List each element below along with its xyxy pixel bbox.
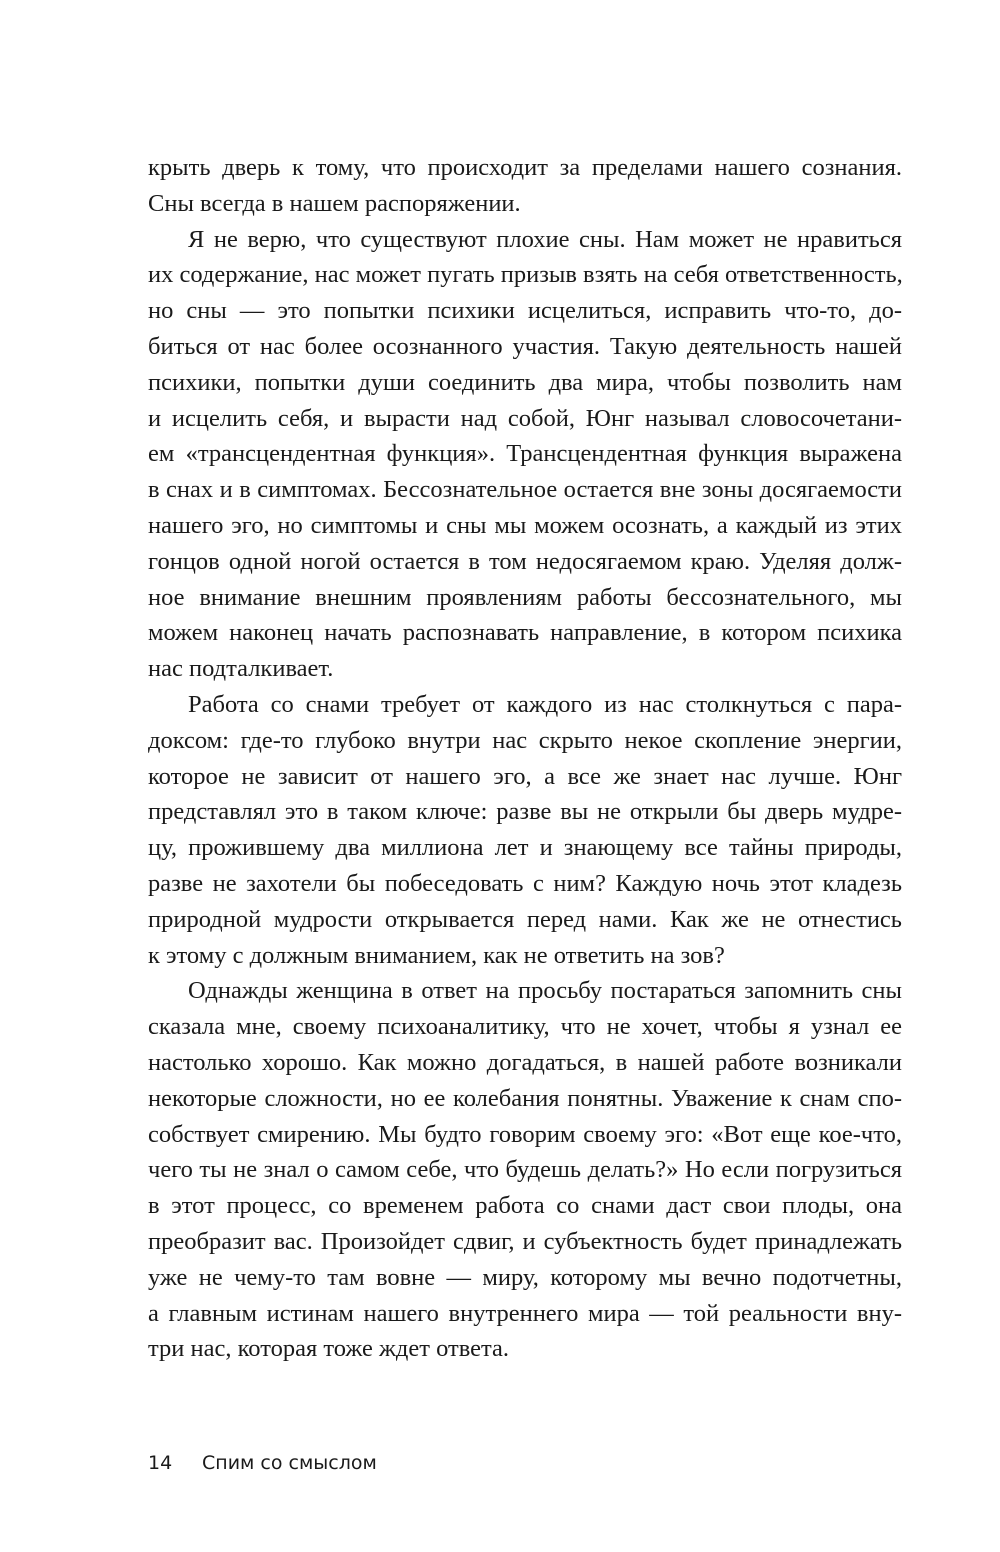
paragraph (148, 687, 902, 973)
text-line: нас подталкивает. (148, 655, 334, 683)
text-line: биться от нас более осознанного участия. Такую деятельность нашей (148, 332, 902, 360)
paragraph (148, 150, 902, 222)
text-line: природной мудрости открывается перед нами. Как же не отнестись (148, 905, 902, 933)
running-title: Спим со смыслом (202, 1452, 377, 1474)
text-line: настолько хорошо. Как можно догадаться, в нашей работе возникали (148, 1048, 902, 1076)
text-line: сказала мне, своему психоаналитику, что не хочет, чтобы я узнал ее (148, 1013, 902, 1041)
text-line: Однажды женщина в ответ на просьбу постараться запомнить сны (188, 977, 902, 1005)
page-footer (148, 1452, 377, 1474)
text-line: гонцов одной ногой остается в том недосягаемом краю. Уделяя долж- (148, 547, 902, 575)
body-text (148, 150, 902, 1367)
text-line: Работа со снами требует от каждого из нас столкнуться с пара- (188, 690, 902, 718)
text-line: и исцелить себя, и вырасти над собой, Юнг называл словосочетани- (148, 404, 902, 432)
text-line: в этот процесс, со временем работа со снами даст свои плоды, она (148, 1192, 902, 1220)
text-line: в снах и в симптомах. Бессознательное остается вне зоны досягаемости (148, 476, 902, 504)
text-line: но сны — это попытки психики исцелиться, исправить что-то, до- (148, 297, 902, 325)
text-line: доксом: где-то глубоко внутри нас скрыто некое скопление энергии, (148, 726, 902, 754)
text-line: Сны всегда в нашем распоряжении. (148, 189, 521, 217)
text-line: цу, прожившему два миллиона лет и знающему все тайны природы, (148, 834, 902, 862)
paragraph (148, 973, 902, 1367)
text-line: которое не зависит от нашего эго, а все же знает нас лучше. Юнг (148, 762, 902, 790)
text-line: нашего эго, но симптомы и сны мы можем осознать, а каждый из этих (148, 511, 902, 539)
text-line: три нас, которая тоже ждет ответа. (148, 1335, 510, 1363)
text-line: разве не захотели бы побеседовать с ним? Каждую ночь этот кладезь (148, 869, 902, 897)
text-line: преобразит вас. Произойдет сдвиг, и субъектность будет принадлежать (148, 1227, 902, 1255)
text-line: их содержание, нас может пугать призыв взять на себя ответственность, (148, 261, 903, 289)
text-line: уже не чему-то там вовне — миру, которому мы вечно подотчетны, (148, 1263, 902, 1291)
text-line: Я не верю, что существуют плохие сны. Нам может не нравиться (188, 225, 902, 253)
text-line: чего ты не знал о самом себе, что будешь делать?» Но если погрузиться (148, 1156, 902, 1184)
text-line: можем наконец начать распознавать направление, в котором психика (148, 619, 902, 647)
text-line: к этому с должным вниманием, как не ответить на зов? (148, 941, 725, 969)
text-line: а главным истинам нашего внутреннего мира — той реальности вну- (148, 1299, 902, 1327)
text-line: представлял это в таком ключе: разве вы не открыли бы дверь мудре- (148, 798, 902, 826)
paragraph (148, 222, 902, 687)
text-line: психики, попытки души соединить два мира, чтобы позволить нам (148, 368, 902, 396)
text-line: собствует смирению. Мы будто говорим своему эго: «Вот еще кое-что, (148, 1120, 902, 1148)
text-line: некоторые сложности, но ее колебания понятны. Уважение к снам спо- (148, 1084, 902, 1112)
text-line: ное внимание внешним проявлениям работы бессознательного, мы (148, 583, 902, 611)
text-line: крыть дверь к тому, что происходит за пределами нашего сознания. (148, 154, 902, 181)
text-line: ем «трансцендентная функция». Трансцендентная функция выражена (148, 440, 902, 468)
page-number: 14 (148, 1452, 173, 1474)
